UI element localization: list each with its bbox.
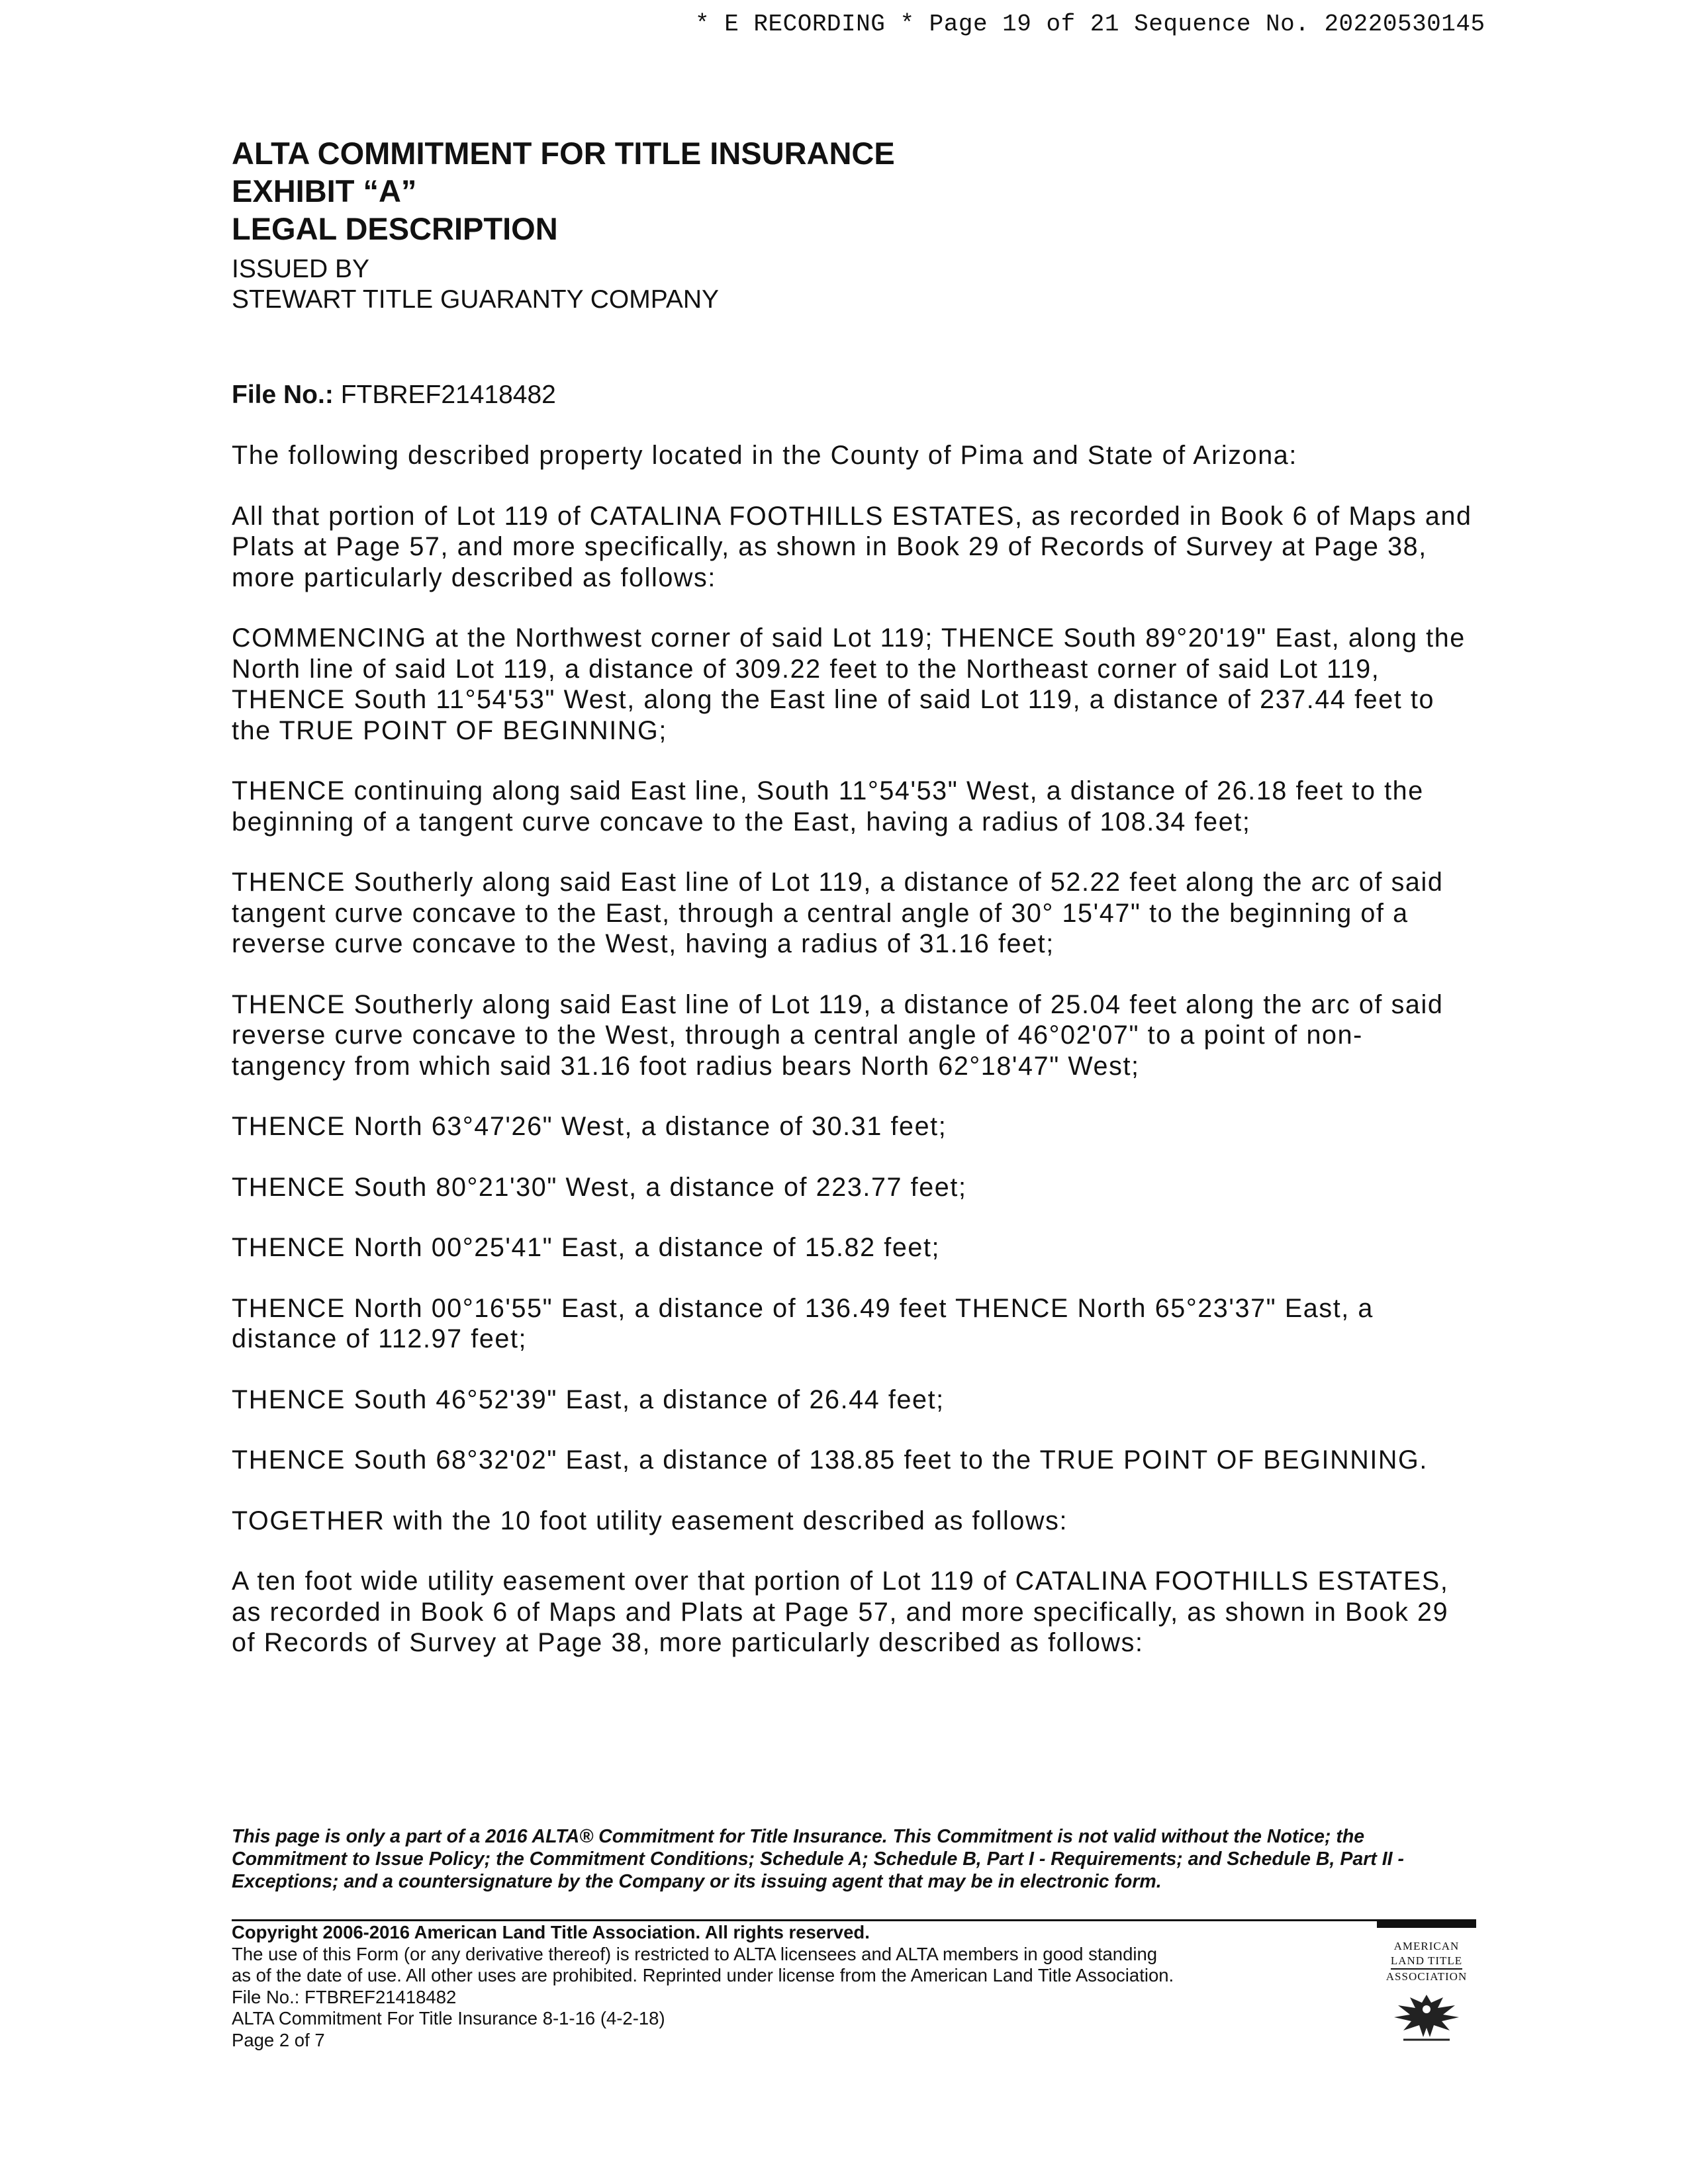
paragraph: THENCE South 46°52'39" East, a distance of 26.44 feet;	[232, 1385, 945, 1414]
commitment-disclaimer: This page is only a part of a 2016 ALTA® Commitment for Title Insurance. This Commitment is not valid without the Notice; the Commitment to Issue Policy; the Commitment Conditions; Schedule A; Schedule B, Part I - Requirements; and Schedule B, Part II - Exceptions; and a countersignature by the Company or its issuing agent that may be in electronic form.	[232, 1826, 1404, 1892]
paragraph: THENCE Southerly along said East line of Lot 119, a distance of 25.04 feet along the arc of said reverse curve concave to the West, through a central angle of 46°02'07" to a point of non-tangency from which said 31.16 foot radius bears North 62°18'47" West;	[232, 989, 1444, 1081]
exhibit-title: EXHIBIT “A”	[232, 173, 417, 208]
paragraph: A ten foot wide utility easement over that portion of Lot 119 of CATALINA FOOTHILLS ESTATES, as recorded in Book 6 of Maps and Plats at Page 57, and more specifically, as shown in Book 29 of Records of Survey at Page 38, more particularly described as follows:	[232, 1567, 1449, 1657]
issuer-company: STEWART TITLE GUARANTY COMPANY	[232, 285, 720, 314]
legal-description-title: LEGAL DESCRIPTION	[232, 211, 558, 246]
legal-description-body	[232, 440, 1476, 1688]
paragraph: THENCE North 00°25'41" East, a distance of 15.82 feet;	[232, 1233, 941, 1262]
paragraph: All that portion of Lot 119 of CATALINA FOOTHILLS ESTATES, as recorded in Book 6 of Maps and Plats at Page 57, and more specifically, as shown in Book 29 of Records of Survey at Page 38, more particularly described as follows:	[232, 501, 1472, 592]
footer-file-number: File No.: FTBREF21418482	[232, 1986, 457, 2007]
document-title-block	[232, 134, 1225, 315]
page-footer	[232, 1922, 1357, 2051]
footer-divider	[232, 1919, 1476, 1921]
document-title: ALTA COMMITMENT FOR TITLE INSURANCE	[232, 136, 895, 171]
recording-header: * E RECORDING * Page 19 of 21 Sequence No. 20220530145	[695, 11, 1485, 38]
logo-text-line: LAND TITLE	[1391, 1954, 1462, 1970]
form-name: ALTA Commitment For Title Insurance 8-1-16 (4-2-18)	[232, 2008, 665, 2028]
paragraph: THENCE continuing along said East line, South 11°54'53" West, a distance of 26.18 feet to the beginning of a tangent curve concave to the East, having a radius of 108.34 feet;	[232, 776, 1424, 837]
paragraph: COMMENCING at the Northwest corner of said Lot 119; THENCE South 89°20'19" East, along the North line of said Lot 119, a distance of 309.22 feet to the Northeast corner of said Lot 119, THENCE South 11°54'53" West, along the East line of said Lot 119, a distance of 237.44 feet to the TRUE POINT OF BEGINNING;	[232, 623, 1466, 745]
alta-logo	[1377, 1939, 1476, 2058]
file-number	[232, 381, 556, 410]
license-line: The use of this Form (or any derivative thereof) is restricted to ALTA licensees and ALTA members in good standing	[232, 1943, 1158, 1964]
file-number-value: FTBREF21418482	[340, 381, 556, 409]
paragraph: THENCE Southerly along said East line of Lot 119, a distance of 52.22 feet along the arc of said tangent curve concave to the East, through a central angle of 30° 15'47" to the beginning of a reverse curve concave to the West, having a radius of 31.16 feet;	[232, 868, 1444, 958]
issued-by-label: ISSUED BY	[232, 255, 370, 283]
paragraph: THENCE North 63°47'26" West, a distance of 30.31 feet;	[232, 1112, 947, 1141]
paragraph: THENCE North 00°16'55" East, a distance of 136.49 feet THENCE North 65°23'37" East, a distance of 112.97 feet;	[232, 1293, 1374, 1353]
paragraph: The following described property located in the County of Pima and State of Arizona:	[232, 441, 1297, 470]
license-line: as of the date of use. All other uses are prohibited. Reprinted under license from the American Land Title Association.	[232, 1965, 1174, 1985]
eagle-icon	[1390, 1989, 1463, 2042]
logo-text-line: AMERICAN	[1393, 1940, 1460, 1952]
paragraph: TOGETHER with the 10 foot utility easement described as follows:	[232, 1506, 1068, 1535]
copyright-line: Copyright 2006-2016 American Land Title Association. All rights reserved.	[232, 1922, 870, 1942]
file-number-label: File No.:	[232, 381, 334, 409]
paragraph: THENCE South 68°32'02" East, a distance of 138.85 feet to the TRUE POINT OF BEGINNING.	[232, 1445, 1428, 1475]
logo-text-line: ASSOCIATION	[1385, 1970, 1468, 1983]
issuer-block	[232, 254, 1225, 315]
footer-divider-accent	[1377, 1921, 1476, 1928]
paragraph: THENCE South 80°21'30" West, a distance of 223.77 feet;	[232, 1172, 967, 1202]
page-number: Page 2 of 7	[232, 2029, 325, 2050]
